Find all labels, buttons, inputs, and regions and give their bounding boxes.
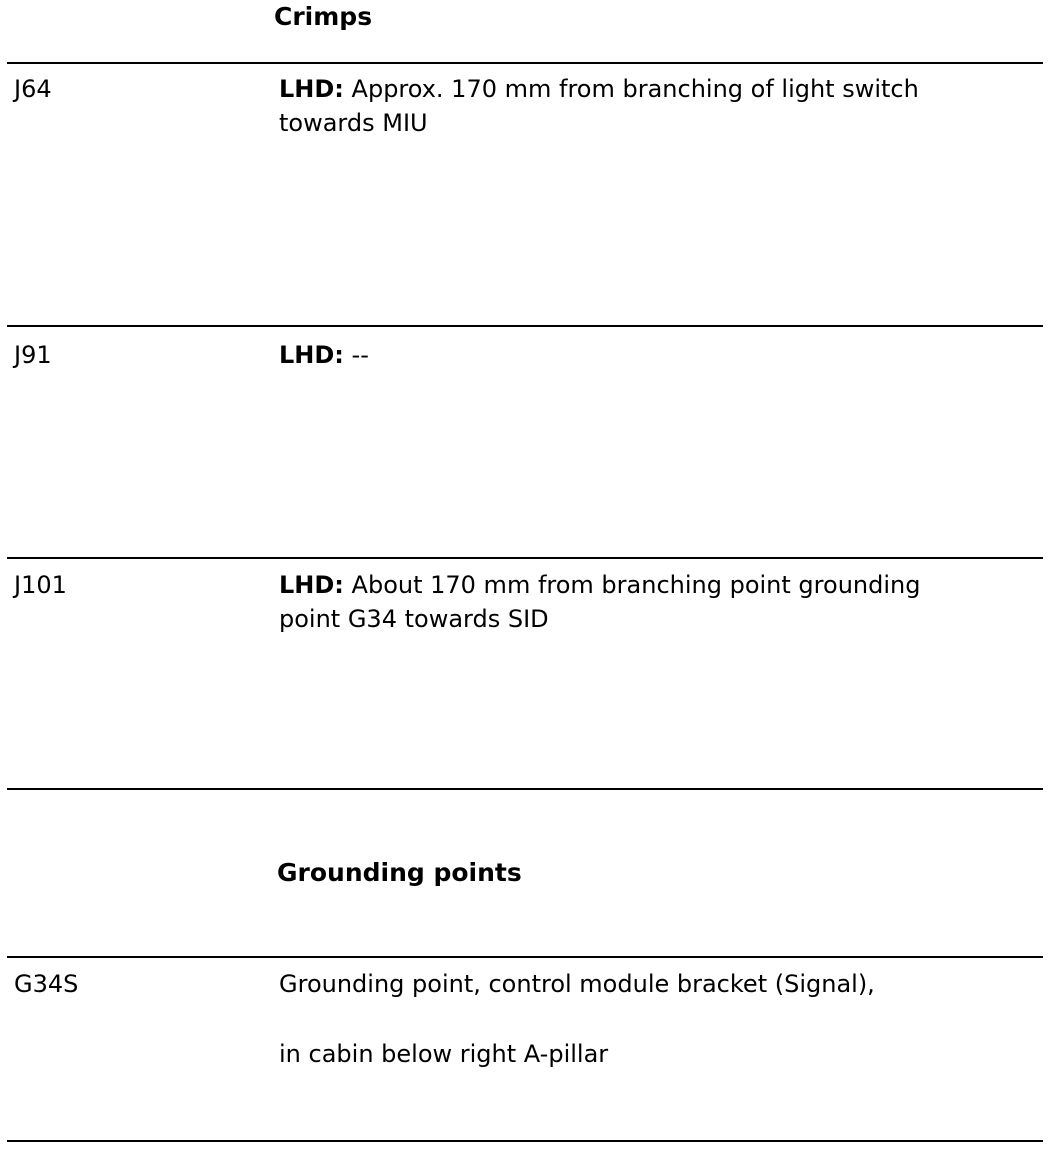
description-line-2: in cabin below right A-pillar: [279, 1040, 609, 1068]
description-line-1: [279, 568, 1039, 602]
divider: [7, 788, 1043, 790]
description-text: Approx. 170 mm from branching of light switch: [343, 75, 919, 103]
description-line-2: towards MIU: [279, 109, 428, 137]
crimp-code: J101: [14, 571, 67, 599]
crimps-heading: Crimps: [274, 2, 373, 31]
grounding-description: [279, 967, 1039, 1071]
lhd-label: LHD:: [279, 75, 344, 103]
divider: [7, 325, 1043, 327]
description-text: About 170 mm from branching point grounding: [343, 571, 921, 599]
crimp-code: J91: [14, 341, 52, 369]
crimp-description: [279, 72, 1039, 140]
lhd-label: LHD:: [279, 571, 344, 599]
lhd-label: LHD:: [279, 341, 344, 369]
crimp-description: [279, 338, 1039, 372]
description-line-1: Grounding point, control module bracket (Signal),: [279, 970, 875, 998]
description-line-1: [279, 338, 1039, 372]
grounding-code: G34S: [14, 970, 79, 998]
grounding-heading: Grounding points: [277, 858, 522, 887]
divider: [7, 62, 1043, 64]
crimp-code: J64: [14, 75, 52, 103]
description-text: --: [343, 341, 369, 369]
divider: [7, 956, 1043, 958]
description-line-1: [279, 72, 1039, 106]
divider: [7, 557, 1043, 559]
description-line-2: point G34 towards SID: [279, 605, 549, 633]
divider: [7, 1140, 1043, 1142]
crimp-description: [279, 568, 1039, 636]
